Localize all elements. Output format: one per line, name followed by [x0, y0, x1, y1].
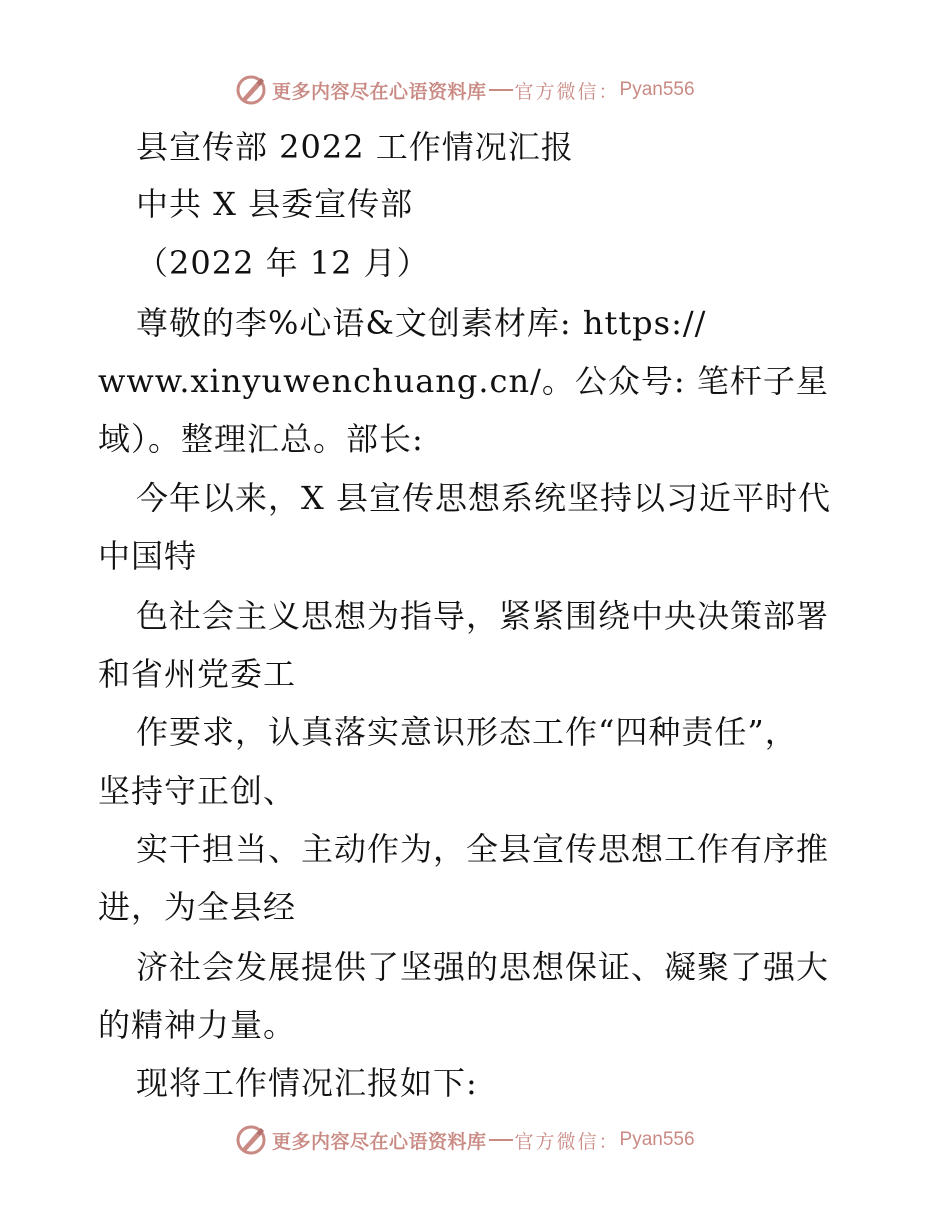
- paragraph-line: 实干担当、主动作为，全县宣传思想工作有序推: [136, 830, 830, 868]
- watermark-wechat-id: Pyan556: [619, 79, 695, 100]
- document-org: 中共 X 县委宣传部: [136, 185, 414, 223]
- footer-watermark: [234, 1122, 695, 1158]
- paragraph-line: 尊敬的李%心语&文创素材库: https://: [136, 304, 707, 342]
- watermark-wechat-id: Pyan556: [619, 1129, 695, 1150]
- watermark-text: 更多内容尽在心语资料库: [272, 80, 487, 103]
- paragraph-line: www.xinyuwenchuang.cn/。公众号: 笔杆子星: [98, 362, 829, 400]
- pen-logo-icon: [234, 73, 268, 107]
- paragraph-line: 坚持守正创、: [98, 772, 297, 810]
- watermark-official-label: 官方微信：: [514, 80, 620, 103]
- watermark-dash: [489, 89, 513, 91]
- paragraph-line: 色社会主义思想为指导，紧紧围绕中央决策部署: [136, 597, 830, 635]
- paragraph-line: 和省州党委工: [98, 655, 297, 693]
- watermark-text: 更多内容尽在心语资料库: [272, 1130, 487, 1153]
- paragraph-line: 域）。整理汇总。部长:: [98, 420, 424, 458]
- paragraph-line: 作要求，认真落实意识形态工作“四种责任”，: [136, 713, 798, 751]
- header-watermark: [234, 72, 695, 108]
- paragraph-line: 济社会发展提供了坚强的思想保证、凝聚了强大: [136, 948, 830, 986]
- watermark-dash: [489, 1139, 513, 1141]
- watermark-official-label: 官方微信：: [514, 1130, 620, 1153]
- document-title: 县宣传部 2022 工作情况汇报: [136, 128, 574, 166]
- paragraph-line: 的精神力量。: [98, 1006, 297, 1044]
- document-date: （2022 年 12 月）: [136, 244, 430, 282]
- paragraph-line: 现将工作情况汇报如下:: [136, 1064, 478, 1102]
- paragraph-line: 进，为全县经: [98, 888, 297, 926]
- paragraph-line: 今年以来，X 县宣传思想系统坚持以习近平时代: [136, 479, 831, 517]
- paragraph-line: 中国特: [98, 537, 198, 575]
- pen-logo-icon: [234, 1123, 268, 1157]
